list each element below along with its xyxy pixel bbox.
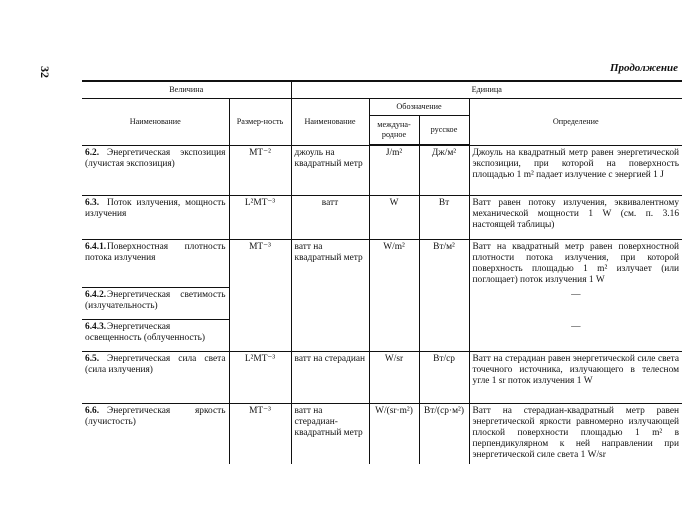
dimension: L²MT⁻³ [229,195,291,239]
rus-symbol: Вт/м² [419,239,469,352]
definition: Ватт равен потоку излучения, эквивалентному механической мощности 1 W (см. п. 3.16 настоящей таблицы) [469,195,682,239]
table-row [82,404,682,464]
units-table [82,80,682,464]
row-number: 6.2. [85,147,100,158]
intl-symbol: W [369,195,419,239]
quantity-name: Энергетическая освещенность (облученность) [85,322,206,343]
definition: Ватт на квадратный метр равен поверхностной плотности потока излучения, при которой поверхность площадью 1 m² излучает (или поглощает) поток излучения 1 W [469,239,682,288]
header-definition: Определение [552,116,599,126]
table-row [82,195,682,239]
definition: Ватт на стерадиан-квадратный метр равен энергетической яркости равномерно излучающей плоской поверхности площадью 1 m² в перпендикулярном к ней направлении при энергетической силе света 1 W/sr [469,404,682,464]
row-number: 6.5. [85,354,100,364]
header-dimension: Размер-ность [229,99,291,146]
row-number: 6.6. [85,406,100,416]
intl-symbol: W/m² [369,239,419,352]
intl-symbol: W/sr [369,352,419,404]
unit-name: ватт [291,195,369,239]
row-number: 6.4.1. [85,241,107,252]
header-russian: русское [419,116,469,146]
quantity-name: Энергетическая экспозиция (лучистая экспозиция) [85,147,226,169]
dimension: MT⁻² [229,145,291,195]
page-number: 32 [38,66,52,78]
rus-symbol: Вт/(ср·м²) [419,404,469,464]
dimension: MT⁻³ [229,404,291,464]
row-number: 6.4.3. [85,322,107,332]
continuation-label: Продолжение [609,62,678,74]
definition: — [571,321,581,332]
header-designation: Обозначение [369,99,469,116]
rus-symbol: Вт/ср [419,352,469,404]
table-row [82,352,682,404]
unit-name: ватт на стерадиан-квадратный метр [291,404,369,464]
header-international: междуна-родное [369,116,419,146]
header-quantity: Величина [82,81,291,99]
quantity-name: Энергетическая светимость (излучательность) [85,290,226,311]
unit-name: ватт на квадратный метр [291,239,369,352]
rus-symbol: Вт [419,195,469,239]
rus-symbol: Дж/м² [419,145,469,195]
header-unit-name: Наименование [291,99,369,146]
table-row [82,145,682,195]
intl-symbol: W/(sr·m²) [369,404,419,464]
definition: Джоуль на квадратный метр равен энергетической экспозиции, при которой на поверхность площадью 1 m² падает излучение с энергией 1 J [469,145,682,195]
table-row [82,239,682,288]
quantity-name: Энергетическая яркость (лучистость) [85,406,226,427]
dimension: MT⁻³ [229,239,291,352]
quantity-name: Поток излучения, мощность излучения [85,197,226,219]
dimension: L²MT⁻³ [229,352,291,404]
unit-name: джоуль на квадратный метр [291,145,369,195]
quantity-name: Поверхностная плотность потока излучения [85,241,226,263]
quantity-name: Энергетическая сила света (сила излучения) [85,354,226,375]
header-unit: Единица [291,81,682,99]
intl-symbol: J/m² [369,145,419,195]
header-name: Наименование [82,99,229,146]
row-number: 6.4.2. [85,290,107,300]
row-number: 6.3. [85,197,100,208]
definition: Ватт на стерадиан равен энергетической силе света точечного источника, излучающего в телесном угле 1 sr поток излучения 1 W [469,352,682,404]
unit-name: ватт на стерадиан [291,352,369,404]
definition: — [571,289,581,300]
